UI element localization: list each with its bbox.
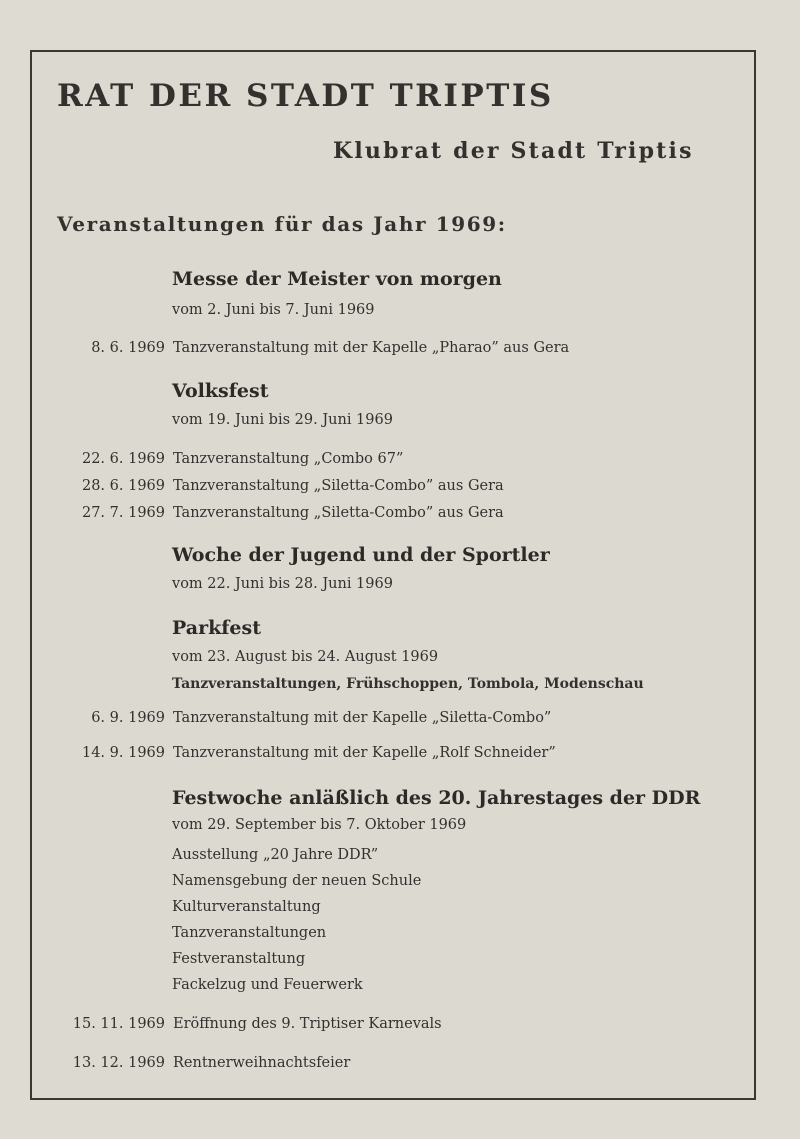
entry-date: 28. 6. 1969: [81, 478, 165, 494]
entry-text: Tanzveranstaltung „Siletta-Combo” aus Gera: [173, 478, 504, 494]
event-period: vom 22. Juni bis 28. Juni 1969: [172, 576, 393, 592]
event-title: Parkfest: [172, 617, 261, 639]
entry-text: Rentnerweihnachtsfeier: [173, 1055, 351, 1071]
event-item: Tanzveranstaltungen: [172, 925, 327, 941]
event-title: Woche der Jugend und der Sportler: [172, 544, 550, 566]
entry-text: Tanzveranstaltung „Siletta-Combo” aus Gera: [173, 505, 504, 521]
entry-date: 27. 7. 1969: [81, 505, 165, 521]
entry-date: 22. 6. 1969: [81, 451, 165, 467]
event-item: Festveranstaltung: [172, 951, 306, 967]
event-item: Ausstellung „20 Jahre DDR”: [172, 847, 379, 863]
entry-date: 14. 9. 1969: [81, 745, 165, 761]
event-item: Kulturveranstaltung: [172, 899, 321, 915]
document-frame: [30, 50, 756, 1100]
entry-text: Tanzveranstaltung „Combo 67”: [173, 451, 404, 467]
entry-text: Eröffnung des 9. Triptiser Karnevals: [173, 1016, 442, 1032]
event-period: vom 23. August bis 24. August 1969: [172, 649, 439, 665]
event-period: vom 2. Juni bis 7. Juni 1969: [172, 302, 375, 318]
section-heading: Veranstaltungen für das Jahr 1969:: [57, 212, 507, 236]
event-title: Volksfest: [172, 380, 269, 402]
document-title: RAT DER STADT TRIPTIS: [57, 78, 554, 114]
document-subtitle: Klubrat der Stadt Triptis: [333, 138, 694, 164]
event-detail: Tanzveranstaltungen, Frühschoppen, Tombola, Modenschau: [172, 676, 644, 692]
entry-text: Tanzveranstaltung mit der Kapelle „Rolf Schneider”: [173, 745, 556, 761]
entry-date: 13. 12. 1969: [72, 1055, 165, 1071]
entry-date: 6. 9. 1969: [91, 710, 165, 726]
event-item: Namensgebung der neuen Schule: [172, 873, 422, 889]
event-title: Messe der Meister von morgen: [172, 268, 502, 290]
event-item: Fackelzug und Feuerwerk: [172, 977, 363, 993]
entry-date: 8. 6. 1969: [91, 340, 165, 356]
event-title: Festwoche anläßlich des 20. Jahrestages der DDR: [172, 787, 701, 809]
event-period: vom 19. Juni bis 29. Juni 1969: [172, 412, 393, 428]
event-period: vom 29. September bis 7. Oktober 1969: [172, 817, 467, 833]
entry-date: 15. 11. 1969: [72, 1016, 165, 1032]
entry-text: Tanzveranstaltung mit der Kapelle „Pharao” aus Gera: [173, 340, 570, 356]
entry-text: Tanzveranstaltung mit der Kapelle „Siletta-Combo”: [173, 710, 552, 726]
